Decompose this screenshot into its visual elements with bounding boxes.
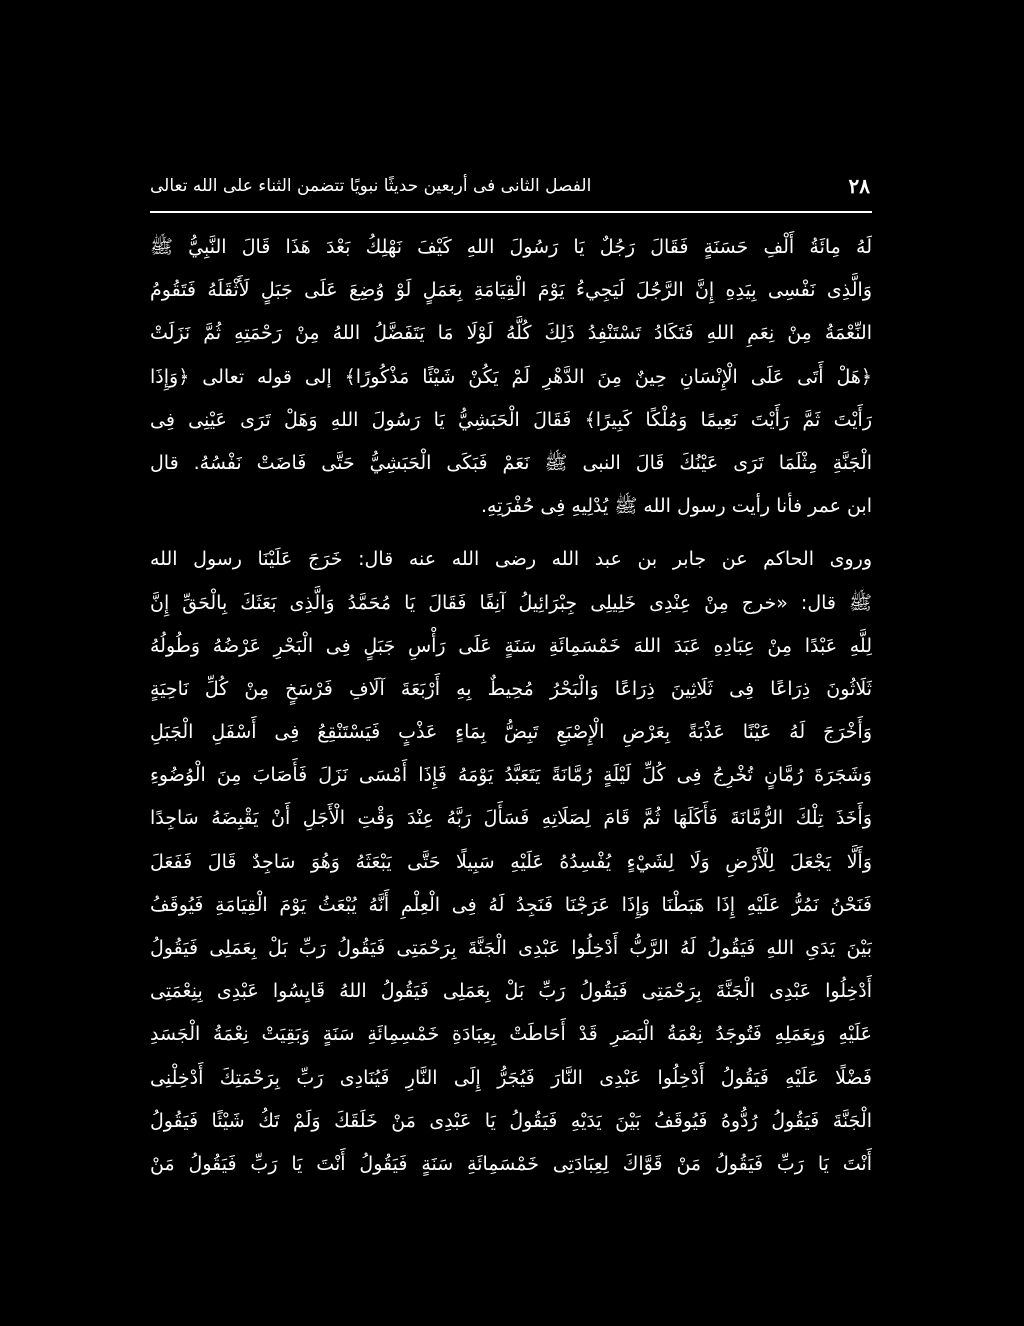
text-line: وَأَخَذَ تِلْكَ الرُّمَّانَةَ فَأَكَلَهَا ثُمَّ قَامَ لِصَلَاتِهِ فَسَأَلَ رَبَّهُ عِنْدَ وَقْتِ الْأَجَلِ أَنْ يَقْبِضَهُ سَاجِدًا [150, 807, 872, 830]
text-line: وَأَخْرَجَ لَهُ عَيْنًا عَذْبَةً بِعَرْضِ الْإِصْبَعِ تَبِضُّ بِمَاءٍ عَذْبٍ فَيَسْتَنْقِعُ فِى أَسْفَلِ الْجَبَلِ [150, 721, 872, 744]
text-line: النِّعْمَةُ مِنْ نِعَمِ اللهِ فَتَكَادُ تَسْتَنْفِدُ ذَلِكَ كُلَّهُ لَوْلَا مَا يَتَفَضَّلُ اللهُ مِنْ رَحْمَتِهِ ثُمَّ نَزَلَتْ [150, 322, 872, 345]
text-line: الْجَنَّةَ فَيَقُولُ رُدُّوهُ فَيُوقَفُ بَيْنَ يَدَيْهِ فَيَقُولُ يَا عَبْدِى مَنْ خَلَقَكَ وَلَمْ تَكُ شَيْئًا فَيَقُولُ [150, 1109, 872, 1132]
header-rule [150, 211, 872, 213]
text-line: ﴿هَلْ أَتَى عَلَى الْإِنْسَانِ حِينٌ مِنَ الدَّهْرِ لَمْ يَكُنْ شَيْئًا مَذْكُورًا﴾ إلى قوله تعالى ﴿وَإِذَا [150, 365, 872, 388]
text-line: رَأَيْتَ ثَمَّ رَأَيْتَ نَعِيمًا وَمُلْكًا كَبِيرًا﴾ فَقَالَ الْحَبَشِيُّ يَا رَسُولَ اللهِ وَهَلْ تَرَى عَيْنِى فِى [150, 408, 872, 431]
text-line: عَلَيْهِ وَبِعَمَلِهِ فَتُوجَدُ نِعْمَةُ الْبَصَرِ قَدْ أَحَاطَتْ بِعِبَادَةِ خَمْسِمِائَةِ سَنَةٍ وَبَقِيَتْ نِعْمَةُ الْجَسَدِ [150, 1023, 872, 1046]
text-line: وَشَجَرَةَ رُمَّانٍ تُخْرِجُ فِى كُلِّ لَيْلَةٍ رُمَّانَةً يَتَعَبَّدُ يَوْمَهُ فَإِذَا أَمْسَى نَزَلَ فَأَصَابَ مِنَ الْوُضُوءِ [150, 764, 872, 787]
text-line: وَالَّذِى نَفْسِى بِيَدِهِ إِنَّ الرَّجُلَ لَيَجِيءُ يَوْمَ الْقِيَامَةِ بِعَمَلٍ لَوْ وُضِعَ عَلَى جَبَلٍ لَأَثْقَلَهُ فَتَقُومُ [150, 279, 872, 302]
text-line: لِلَّهِ عَبْدًا مِنْ عِبَادِهِ عَبَدَ اللهَ خَمْسَمِائَةِ سَنَةٍ عَلَى رَأْسِ جَبَلٍ فِى الْبَحْرِ عَرْضُهُ وَطُولُهُ [150, 634, 872, 657]
text-line: وروى الحاكم عن جابر بن عبد الله رضى الله عنه قال: خَرَجَ عَلَيْنَا رسول الله [150, 548, 872, 571]
text-line: فَضْلًا عَلَيْهِ فَيَقُولُ أَدْخِلُوا عَبْدِى النَّارَ فَيُجَرُّ إِلَى النَّارِ فَيُنَادِى رَبِّ بِرَحْمَتِكَ أَدْخِلْنِى [150, 1066, 872, 1089]
text-line: فَنَحْنُ نَمُرُّ عَلَيْهِ إِذَا هَبَطْنَا وَإِذَا عَرَجْنَا فَنَجِدُ لَهُ فِى الْعِلْمِ أَنَّهُ يُبْعَثُ يَوْمَ الْقِيَامَةِ فَيُوقَفُ [150, 893, 872, 916]
text-line: لَهُ مِائَةُ أَلْفِ حَسَنَةٍ فَقَالَ رَجُلٌ يَا رَسُولَ اللهِ كَيْفَ نَهْلِكُ بَعْدَ هَذَا قَالَ النَّبِيُّ ﷺ [150, 236, 872, 258]
text-line: ﷺ قال: «خرج مِنْ عِنْدِى خَلِيلِى جِبْرَائِيلُ آنِفًا فَقَالَ يَا مُحَمَّدُ وَالَّذِى بَعَثَكَ بِالْحَقِّ إِنَّ [150, 591, 872, 614]
text-line: أَدْخِلُوا عَبْدِى الْجَنَّةَ بِرَحْمَتِى فَيَقُولُ رَبِّ بَلْ بِعَمَلِى فَيَقُولُ اللهُ قَايِسُوا عَبْدِى بِنِعْمَتِى [150, 980, 872, 1003]
text-line: أَنْتَ يَا رَبِّ فَيَقُولُ مَنْ قَوَّاكَ لِعِبَادَتِى خَمْسَمِائَةِ سَنَةٍ فَيَقُولُ أَنْتَ يَا رَبِّ فَيَقُولُ مَنْ [150, 1152, 872, 1175]
text-line: ثَلَاثُونَ ذِرَاعًا فِى ثَلَاثِينَ ذِرَاعًا وَالْبَحْرُ مُحِيطٌ بِهِ أَرْبَعَةَ آلَافِ فَرْسَخٍ مِنْ كُلِّ نَاحِيَةٍ [150, 677, 872, 700]
text-line: وَأَلَّا يَجْعَلَ لِلْأَرْضِ وَلَا لِشَيْءٍ يُفْسِدُهُ عَلَيْهِ سَبِيلًا حَتَّى يَبْعَثَهُ وَهُوَ سَاجِدٌ قَالَ فَفَعَلَ [150, 850, 872, 873]
text-line: الْجَنَّةِ مِثْلَمَا تَرَى عَيْنُكَ قَالَ النبى ﷺ نَعَمْ فَبَكَى الْحَبَشِيُّ حَتَّى فَاضَتْ نَفْسُهُ. قال [150, 451, 872, 474]
page-number: ٢٨ [848, 174, 870, 198]
page-header [150, 172, 870, 202]
text-line: ابن عمر فأنا رأيت رسول الله ﷺ يُدْلِيهِ فِى حُفْرَتِهِ. [481, 495, 872, 518]
body-text [150, 226, 872, 1186]
text-line: بَيْنَ يَدَىِ اللهِ فَيَقُولُ لَهُ الرَّبُّ أَدْخِلُوا عَبْدِى الْجَنَّةَ بِرَحْمَتِى فَيَقُولُ رَبِّ بَلْ بِعَمَلِى فَيَقُولُ [150, 937, 872, 959]
running-title: الفصل الثانى فى أربعين حديثًا نبويًا تتضمن الثناء على الله تعالى [150, 176, 592, 196]
